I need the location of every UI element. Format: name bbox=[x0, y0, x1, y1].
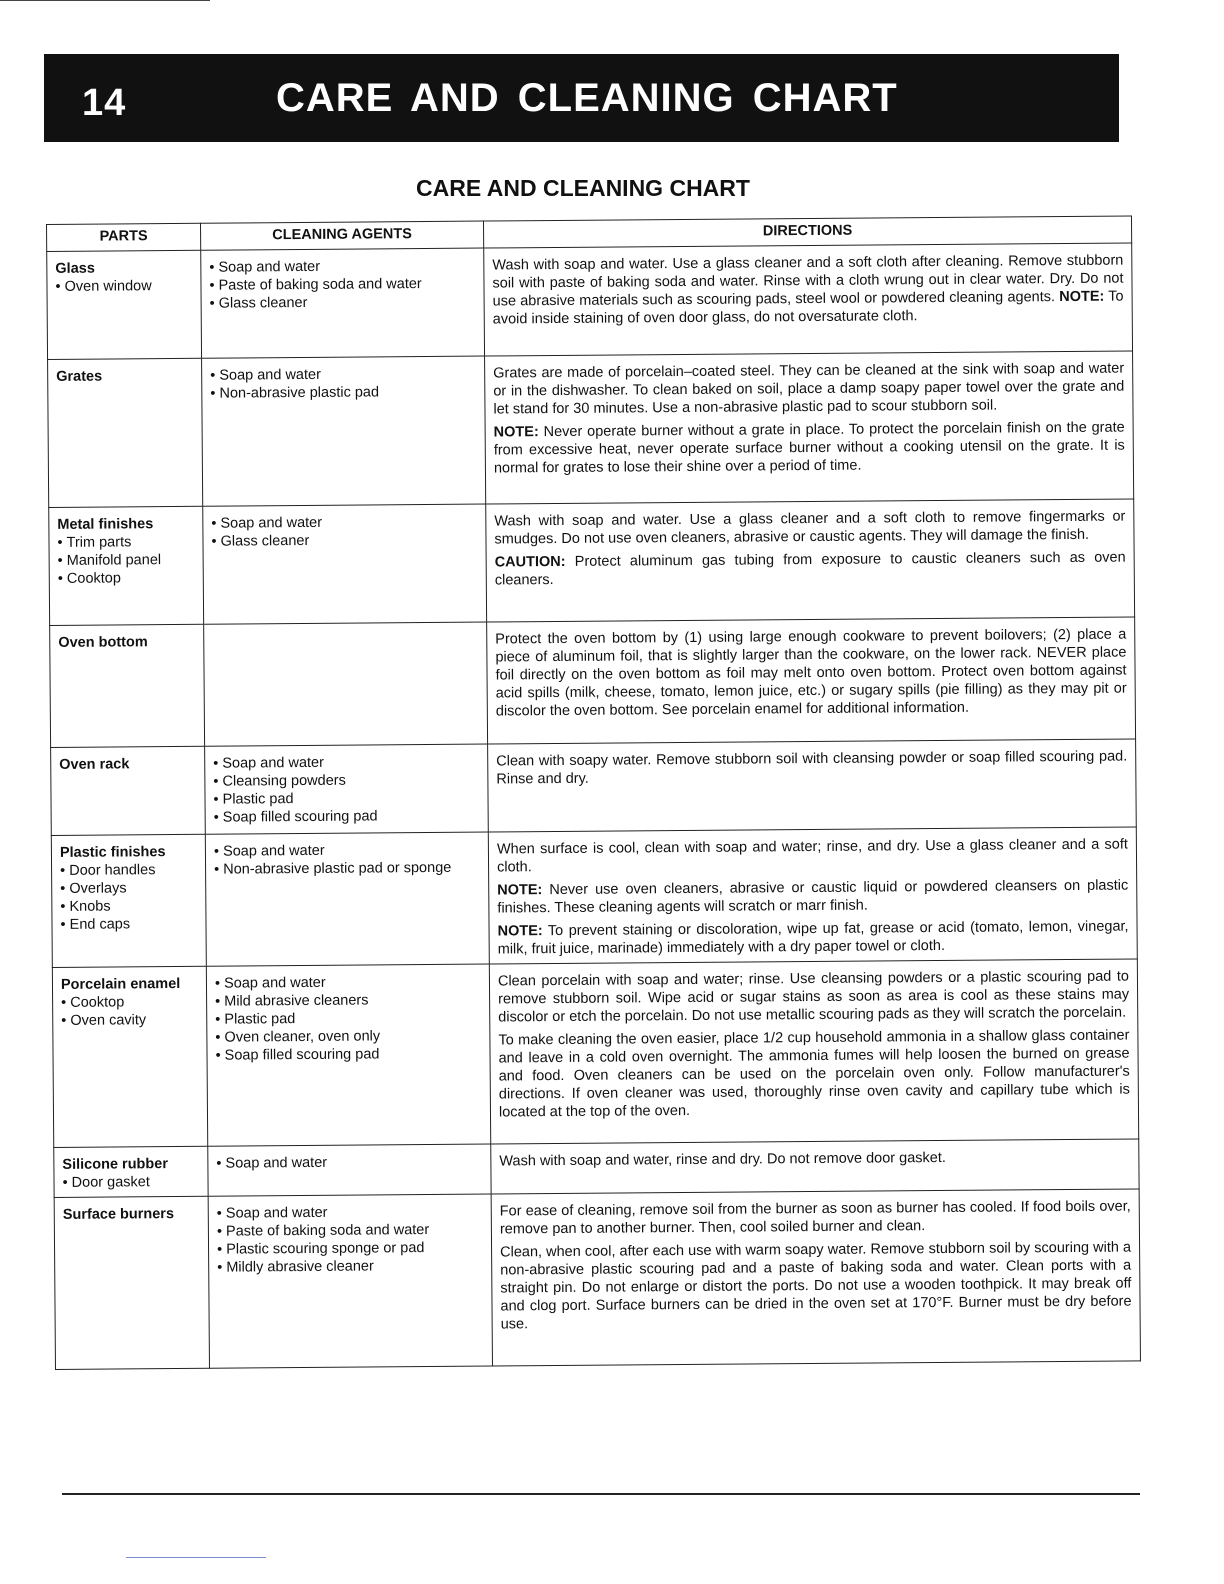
direction-paragraph bbox=[497, 877, 1128, 918]
agents-cell bbox=[208, 1194, 492, 1368]
part-cell bbox=[49, 506, 204, 625]
agent-item: • Soap and water bbox=[215, 973, 481, 993]
column-header-directions: DIRECTIONS bbox=[483, 216, 1131, 248]
directions-cell bbox=[488, 827, 1137, 964]
part-name: Porcelain enamel bbox=[60, 975, 181, 993]
agent-item: • Soap and water bbox=[216, 1153, 482, 1173]
direction-label: NOTE: bbox=[493, 424, 539, 441]
direction-text: To make cleaning the oven easier, place 1/2 cup household ammonia in a shallow glass container and leave in a cold oven overnight. The ammonia fumes will help loosen the burned on grease and food. Oven cleaners can be used on the porcelain oven only. Follow manufacturer's directions. If oven cleaner was used, thoroughly rinse oven cavity and capillary tube which is located at the top of the oven. bbox=[498, 1027, 1130, 1121]
agents-cell bbox=[205, 744, 489, 834]
subpart-item: • Cooktop bbox=[61, 993, 198, 1012]
table-row bbox=[50, 617, 1136, 748]
agent-item: • Paste of baking soda and water bbox=[209, 275, 475, 295]
part-name: Grates bbox=[56, 368, 103, 385]
directions-cell bbox=[489, 959, 1138, 1144]
top-rule bbox=[0, 0, 210, 1]
agent-item: • Mild abrasive cleaners bbox=[215, 991, 481, 1011]
agent-item: • Glass cleaner bbox=[211, 531, 477, 551]
direction-text: To avoid inside staining of oven door glass, do not oversaturate cloth. bbox=[492, 288, 1124, 328]
agent-item: • Plastic pad bbox=[215, 1009, 481, 1029]
direction-paragraph bbox=[497, 836, 1128, 877]
bottom-rule bbox=[62, 1493, 1140, 1495]
agent-item: • Plastic scouring sponge or pad bbox=[217, 1239, 483, 1259]
directions-cell bbox=[488, 739, 1137, 832]
page-header-bar bbox=[44, 54, 1119, 142]
direction-text: Wash with soap and water, rinse and dry. Do not remove door gasket. bbox=[499, 1149, 946, 1170]
directions-cell bbox=[485, 351, 1134, 504]
subpart-list bbox=[61, 993, 198, 1030]
direction-paragraph bbox=[499, 1148, 1130, 1171]
directions-cell bbox=[491, 1139, 1139, 1194]
direction-paragraph bbox=[496, 748, 1127, 789]
directions-cell bbox=[486, 499, 1135, 622]
agent-item: • Paste of baking soda and water bbox=[217, 1221, 483, 1241]
agent-list bbox=[209, 257, 475, 313]
agent-item: • Soap and water bbox=[213, 753, 479, 773]
agent-item: • Soap and water bbox=[211, 513, 477, 533]
agent-item: • Soap and water bbox=[209, 257, 475, 277]
directions-cell bbox=[487, 617, 1136, 744]
subpart-item: • Oven window bbox=[55, 277, 192, 296]
agents-cell bbox=[201, 248, 485, 358]
direction-label: NOTE: bbox=[497, 923, 543, 940]
part-cell bbox=[48, 358, 203, 507]
agent-list bbox=[217, 1203, 484, 1277]
subpart-list bbox=[60, 861, 198, 934]
part-cell bbox=[52, 966, 207, 1147]
direction-paragraph bbox=[498, 1027, 1130, 1122]
direction-label: CAUTION: bbox=[494, 553, 566, 571]
subpart-item: • Door gasket bbox=[62, 1173, 199, 1192]
subpart-item: • Trim parts bbox=[57, 533, 194, 552]
table-row bbox=[49, 499, 1135, 626]
agents-cell bbox=[203, 504, 487, 624]
part-name: Silicone rubber bbox=[62, 1156, 169, 1173]
agent-item: • Mildly abrasive cleaner bbox=[217, 1257, 483, 1277]
subpart-item: • Door handles bbox=[60, 861, 197, 880]
table-row bbox=[48, 351, 1134, 508]
table-row bbox=[47, 243, 1133, 360]
agents-cell bbox=[208, 1144, 491, 1196]
subpart-list bbox=[57, 533, 194, 588]
subpart-item: • Knobs bbox=[60, 897, 197, 916]
agent-item: • Soap and water bbox=[214, 841, 480, 861]
direction-label: NOTE: bbox=[1059, 288, 1105, 306]
agents-cell bbox=[206, 964, 490, 1146]
table-row bbox=[51, 739, 1137, 836]
agent-list bbox=[213, 753, 480, 827]
direction-text: To prevent staining or discoloration, wipe up fat, grease or acid (tomato, lemon, vinegar, milk, fruit juice, marinade) immediately with a dry paper towel or cloth. bbox=[497, 918, 1129, 958]
agent-item: • Soap filled scouring pad bbox=[215, 1045, 481, 1065]
direction-text: Grates are made of porcelain–coated steel. They can be cleaned at the sink with soap and water or in the dishwasher. To clean baked on soil, place a damp soapy paper towel over the grate and let stand for 30 minutes. Use a non-abrasive plastic pad to scour stubborn soil. bbox=[493, 360, 1125, 418]
direction-label: NOTE: bbox=[497, 882, 543, 899]
column-header-parts: PARTS bbox=[47, 223, 201, 251]
direction-text: For ease of cleaning, remove soil from the burner as soon as burner has cooled. If food boils over, remove pan to another burner. Then, cool soiled burner and clean. bbox=[499, 1198, 1131, 1238]
subpart-item: • End caps bbox=[60, 915, 197, 934]
direction-paragraph bbox=[495, 626, 1127, 721]
direction-text: Never use oven cleaners, abrasive or caustic liquid or powdered cleansers on plastic finishes. These cleaning agents will scratch or marr finish. bbox=[497, 877, 1129, 917]
care-cleaning-table bbox=[46, 215, 1141, 1369]
agent-item: • Non-abrasive plastic pad bbox=[210, 383, 476, 403]
agent-list bbox=[215, 973, 482, 1065]
agents-cell bbox=[205, 832, 489, 966]
part-cell bbox=[54, 1146, 208, 1197]
table-row bbox=[52, 959, 1138, 1148]
subpart-item: • Overlays bbox=[60, 879, 197, 898]
part-name: Oven rack bbox=[59, 756, 130, 773]
table-row bbox=[54, 1189, 1140, 1370]
subpart-item: • Cooktop bbox=[58, 569, 195, 588]
direction-paragraph bbox=[500, 1198, 1131, 1239]
direction-text: When surface is cool, clean with soap and water; rinse, and dry. Use a glass cleaner and a soft cloth. bbox=[496, 836, 1128, 876]
agent-list bbox=[211, 513, 477, 551]
subpart-list bbox=[62, 1173, 199, 1192]
part-name: Oven bottom bbox=[58, 634, 148, 651]
part-name: Glass bbox=[55, 260, 95, 277]
directions-cell bbox=[491, 1189, 1140, 1366]
agent-list bbox=[214, 841, 480, 879]
direction-paragraph bbox=[494, 419, 1125, 478]
chart-title: CARE AND CLEANING CHART bbox=[416, 175, 750, 201]
agent-item: • Oven cleaner, oven only bbox=[215, 1027, 481, 1047]
part-cell bbox=[54, 1196, 209, 1369]
page-number: 14 bbox=[82, 82, 127, 124]
direction-text: Never operate burner without a grate in place. To protect the porcelain finish on the grate from excessive heat, never operate surface burner without a cooking utensil on the grate. It is normal for grates to lose their shine over a period of time. bbox=[493, 419, 1125, 477]
part-name: Metal finishes bbox=[57, 516, 154, 533]
agent-item: • Soap filled scouring pad bbox=[214, 807, 480, 827]
direction-paragraph bbox=[494, 508, 1125, 549]
direction-paragraph bbox=[500, 1239, 1132, 1334]
subpart-item: • Oven cavity bbox=[61, 1011, 198, 1030]
agent-item: • Cleansing powders bbox=[213, 771, 479, 791]
part-cell bbox=[51, 746, 206, 835]
part-name: Surface burners bbox=[62, 1206, 175, 1223]
agent-item: • Soap and water bbox=[210, 365, 476, 385]
agents-cell bbox=[202, 356, 486, 506]
direction-text: Wash with soap and water. Use a glass cleaner and a soft cloth to remove fingermarks or smudges. Do not use oven cleaners, abrasive or caustic agents. They will damage the finish. bbox=[494, 508, 1126, 548]
agent-item: • Glass cleaner bbox=[210, 293, 476, 313]
table-row bbox=[54, 1139, 1139, 1198]
direction-text: Clean, when cool, after each use with warm soapy water. Remove stubborn soil by scouring with a non-abrasive plastic scouring pad and a paste of baking soda and water. Clean ports with a straight pin. Do not enlarge or distort the ports. Do not use a wooden toothpick. It may break off and clog port. Surface burners can be dried in the oven set at 170°F. Burner must be dry before use. bbox=[500, 1239, 1132, 1333]
agent-list bbox=[216, 1153, 482, 1173]
part-name: Plastic finishes bbox=[59, 844, 166, 861]
part-cell bbox=[51, 834, 206, 967]
direction-text: Protect the oven bottom by (1) using large enough cookware to prevent boilovers; (2) place a piece of aluminum foil, that is slightly larger than the cookware, on the lower rack. NEVER place foil directly on the oven bottom as foil may melt onto oven bottom. Protect oven bottom against acid spills (milk, cheese, tomato, lemon juice, etc.) or sugary spills (pie filling) as they may pit or discolor the oven bottom. See porcelain enamel for additional information. bbox=[495, 626, 1127, 720]
direction-text: Protect aluminum gas tubing from exposure to caustic cleaners such as oven cleaners. bbox=[494, 549, 1126, 589]
agent-item: • Soap and water bbox=[217, 1203, 483, 1223]
direction-paragraph bbox=[493, 360, 1124, 419]
direction-paragraph bbox=[498, 968, 1129, 1027]
table-row bbox=[51, 827, 1137, 968]
agents-cell bbox=[204, 622, 488, 746]
part-cell bbox=[47, 250, 202, 359]
agent-item: • Plastic pad bbox=[213, 789, 479, 809]
footer-accent-line bbox=[126, 1557, 266, 1558]
subpart-item: • Manifold panel bbox=[58, 551, 195, 570]
subpart-list bbox=[55, 277, 192, 296]
page-header-title: CARE AND CLEANING CHART bbox=[276, 76, 898, 120]
column-header-agents: CLEANING AGENTS bbox=[200, 221, 483, 250]
agent-list bbox=[210, 365, 476, 403]
direction-text: Clean with soapy water. Remove stubborn soil with cleansing powder or soap filled scouring pad. Rinse and dry. bbox=[496, 748, 1128, 788]
direction-paragraph bbox=[497, 918, 1128, 959]
direction-text: Wash with soap and water. Use a glass cleaner and a soft cloth after cleaning. Remove stubborn soil with paste of baking soda and water. Rinse with a cloth wrung out in clear water. Dry. Do not use abrasive materials such as scouring pads, steel wool or powdered cleaning agents. bbox=[492, 252, 1124, 310]
direction-paragraph bbox=[495, 549, 1126, 590]
table-body bbox=[47, 243, 1141, 1369]
directions-cell bbox=[484, 243, 1133, 356]
part-cell bbox=[50, 624, 205, 747]
direction-text: Clean porcelain with soap and water; rinse. Use cleansing powders or a plastic scouring pad to remove stubborn soil. Wipe acid or sugar stains as soon as area is cool as these stains may discolor or etch the porcelain. Do not use metallic scouring pads as they will scratch the porcelain. bbox=[497, 968, 1130, 1026]
direction-paragraph bbox=[492, 252, 1124, 329]
agent-item: • Non-abrasive plastic pad or sponge bbox=[214, 859, 480, 879]
